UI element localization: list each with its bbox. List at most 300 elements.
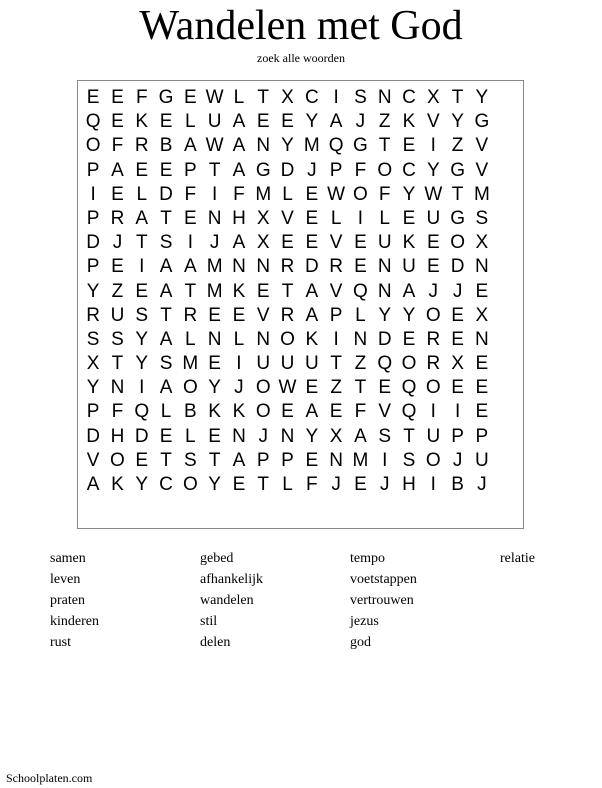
grid-letter[interactable]: S — [475, 207, 489, 229]
grid-letter[interactable]: O — [450, 232, 465, 254]
grid-letter[interactable]: X — [329, 425, 343, 447]
grid-letter[interactable]: U — [402, 256, 416, 278]
grid-letter[interactable]: A — [305, 401, 319, 423]
grid-letter[interactable]: K — [208, 401, 221, 423]
grid-letter[interactable]: E — [475, 353, 489, 375]
grid-letter[interactable]: F — [135, 87, 148, 108]
grid-letter[interactable]: D — [450, 256, 465, 278]
grid-letter[interactable]: A — [159, 256, 173, 278]
grid-letter[interactable]: I — [430, 474, 436, 495]
grid-letter[interactable]: J — [355, 111, 366, 133]
grid-letter[interactable]: E — [378, 377, 392, 399]
grid-letter[interactable]: I — [430, 135, 436, 157]
grid-letter[interactable]: N — [280, 425, 295, 447]
grid-letter[interactable]: A — [159, 328, 173, 350]
grid-letter[interactable]: D — [86, 232, 101, 254]
grid-letter[interactable]: E — [305, 449, 319, 471]
grid-letter[interactable]: Z — [330, 377, 342, 399]
grid-letter[interactable]: R — [110, 207, 125, 229]
grid-letter[interactable]: Y — [475, 87, 489, 108]
grid-letter[interactable]: U — [207, 111, 222, 133]
grid-letter[interactable]: V — [256, 304, 270, 326]
grid-letter[interactable]: D — [159, 183, 173, 205]
grid-letter[interactable]: J — [234, 377, 244, 399]
grid-letter[interactable]: Y — [281, 135, 294, 157]
grid-letter[interactable]: T — [160, 304, 172, 326]
grid-letter[interactable]: N — [232, 256, 246, 278]
grid-letter[interactable]: X — [451, 353, 464, 375]
grid-letter[interactable]: J — [331, 474, 341, 495]
grid-letter[interactable]: T — [111, 353, 124, 375]
grid-letter[interactable]: W — [205, 135, 224, 157]
grid-letter[interactable]: K — [305, 328, 319, 350]
grid-letter[interactable]: T — [135, 232, 148, 254]
grid-letter[interactable]: E — [159, 111, 173, 133]
grid-letter[interactable]: T — [451, 183, 464, 205]
grid-letter[interactable]: S — [111, 328, 124, 350]
grid-letter[interactable]: A — [159, 377, 173, 399]
grid-letter[interactable]: V — [475, 159, 489, 181]
grid-letter[interactable]: O — [255, 401, 271, 423]
grid-letter[interactable]: R — [426, 353, 441, 375]
grid-letter[interactable]: B — [183, 401, 197, 423]
grid-letter[interactable]: Y — [426, 159, 440, 181]
grid-letter[interactable]: J — [379, 474, 390, 495]
grid-letter[interactable]: S — [159, 232, 173, 254]
grid-letter[interactable]: S — [135, 304, 149, 326]
grid-letter[interactable]: E — [451, 304, 464, 326]
grid-letter[interactable]: Y — [208, 377, 221, 399]
grid-letter[interactable]: O — [353, 183, 368, 205]
grid-letter[interactable]: E — [111, 111, 124, 133]
grid-letter[interactable]: Y — [378, 304, 392, 326]
grid-letter[interactable]: N — [110, 377, 125, 399]
grid-letter[interactable]: P — [183, 159, 197, 181]
grid-letter[interactable]: F — [184, 183, 197, 205]
grid-letter[interactable]: E — [159, 159, 173, 181]
grid-letter[interactable]: I — [333, 87, 339, 108]
grid-letter[interactable]: E — [451, 377, 464, 399]
grid-letter[interactable]: L — [136, 183, 148, 205]
grid-letter[interactable]: U — [110, 304, 125, 326]
grid-letter[interactable]: Q — [134, 401, 150, 423]
grid-letter[interactable]: R — [280, 256, 295, 278]
grid-letter[interactable]: N — [256, 328, 271, 350]
grid-letter[interactable]: R — [183, 304, 198, 326]
grid-letter[interactable]: I — [211, 183, 218, 205]
grid-letter[interactable]: N — [329, 449, 343, 471]
grid-letter[interactable]: I — [90, 183, 96, 205]
grid-letter[interactable]: T — [281, 280, 294, 302]
grid-letter[interactable]: N — [475, 328, 489, 350]
grid-letter[interactable]: I — [333, 328, 339, 350]
grid-letter[interactable]: R — [134, 135, 149, 157]
grid-letter[interactable]: I — [454, 401, 461, 423]
grid-letter[interactable]: T — [330, 353, 342, 375]
grid-letter[interactable]: S — [159, 353, 173, 375]
grid-letter[interactable]: I — [382, 449, 388, 471]
word-item: stil — [200, 614, 218, 629]
grid-letter[interactable]: O — [425, 449, 441, 471]
grid-letter[interactable]: E — [354, 232, 367, 254]
grid-letter[interactable]: A — [232, 159, 246, 181]
grid-letter[interactable]: N — [377, 280, 392, 302]
grid-letter[interactable]: F — [354, 159, 367, 181]
grid-letter[interactable]: Y — [305, 111, 319, 133]
grid-letter[interactable]: A — [232, 232, 246, 254]
grid-letter[interactable]: R — [280, 304, 295, 326]
grid-letter[interactable]: Y — [135, 328, 149, 350]
grid-letter[interactable]: W — [327, 183, 346, 205]
grid-letter[interactable]: F — [354, 401, 367, 423]
grid-letter[interactable]: L — [160, 401, 172, 423]
grid-letter[interactable]: Z — [111, 280, 124, 302]
grid-letter[interactable]: J — [428, 280, 439, 302]
grid-letter[interactable]: E — [281, 401, 294, 423]
grid-letter[interactable]: E — [451, 328, 464, 350]
grid-letter[interactable]: M — [255, 183, 272, 205]
grid-letter[interactable]: T — [208, 449, 221, 471]
footer-source: Schoolplaten.com — [6, 771, 93, 785]
grid-letter[interactable]: M — [206, 280, 223, 302]
grid-letter[interactable]: J — [452, 280, 463, 302]
grid-letter[interactable]: M — [303, 135, 320, 157]
grid-letter[interactable]: O — [85, 135, 101, 157]
grid-letter[interactable]: S — [183, 449, 197, 471]
grid-letter[interactable]: H — [402, 474, 416, 495]
grid-letter[interactable]: A — [305, 280, 319, 302]
grid-letter[interactable]: A — [159, 280, 173, 302]
grid-letter[interactable]: P — [329, 304, 343, 326]
grid-letter[interactable]: E — [183, 87, 197, 108]
grid-letter[interactable]: F — [306, 474, 318, 495]
grid-letter[interactable]: H — [232, 207, 246, 229]
grid-letter[interactable]: J — [452, 449, 463, 471]
word-item: praten — [50, 593, 85, 608]
grid-letter[interactable]: X — [86, 353, 100, 375]
grid-letter[interactable]: E — [402, 328, 416, 350]
grid-letter[interactable]: V — [329, 232, 343, 254]
grid-letter[interactable]: L — [185, 111, 196, 133]
grid-letter[interactable]: C — [402, 159, 416, 181]
grid-letter[interactable]: N — [377, 87, 392, 108]
grid-letter[interactable]: B — [159, 135, 173, 157]
grid-letter[interactable]: J — [209, 232, 220, 254]
grid-letter[interactable]: S — [378, 425, 392, 447]
grid-letter[interactable]: E — [208, 425, 221, 447]
grid-letter[interactable]: E — [402, 207, 416, 229]
grid-letter[interactable]: E — [111, 183, 124, 205]
grid-letter[interactable]: A — [354, 425, 367, 447]
grid-letter[interactable]: Y — [402, 183, 416, 205]
grid-letter[interactable]: A — [86, 474, 100, 495]
grid-letter[interactable]: X — [426, 87, 440, 108]
grid-letter[interactable]: N — [377, 256, 392, 278]
grid-letter[interactable]: F — [233, 183, 245, 205]
grid-letter[interactable]: U — [426, 207, 441, 229]
grid-letter[interactable]: A — [183, 135, 197, 157]
grid-letter[interactable]: L — [282, 474, 293, 495]
grid-letter[interactable]: F — [111, 401, 124, 423]
grid-letter[interactable]: J — [258, 425, 268, 447]
word-item: afhankelijk — [200, 572, 263, 587]
grid-letter[interactable]: V — [475, 135, 489, 157]
grid-letter[interactable]: V — [281, 207, 294, 229]
grid-letter[interactable]: X — [256, 232, 270, 254]
grid-letter[interactable]: E — [329, 401, 343, 423]
grid-letter[interactable]: O — [255, 377, 271, 399]
grid-letter[interactable]: I — [187, 232, 193, 254]
grid-letter[interactable]: O — [182, 377, 198, 399]
grid-letter[interactable]: Y — [86, 377, 100, 399]
grid-letter[interactable]: V — [426, 111, 440, 133]
grid-letter[interactable]: L — [355, 304, 366, 326]
grid-letter[interactable]: G — [450, 159, 465, 181]
word-item: tempo — [350, 551, 385, 566]
grid-letter[interactable]: X — [475, 304, 489, 326]
grid-letter[interactable]: X — [281, 87, 294, 108]
grid-letter[interactable]: R — [329, 256, 343, 278]
grid-letter[interactable]: N — [353, 328, 368, 350]
grid-letter[interactable]: K — [402, 111, 416, 133]
grid-letter[interactable]: E — [305, 232, 319, 254]
grid-letter[interactable]: V — [378, 401, 392, 423]
grid-letter[interactable]: U — [426, 425, 441, 447]
grid-letter[interactable]: Y — [208, 474, 221, 495]
grid-letter[interactable]: P — [86, 401, 100, 423]
grid-letter[interactable]: E — [475, 280, 489, 302]
grid-letter[interactable]: U — [256, 353, 271, 375]
grid-letter[interactable]: L — [185, 425, 196, 447]
grid-letter[interactable]: A — [232, 111, 246, 133]
grid-letter[interactable]: O — [425, 304, 441, 326]
grid-letter[interactable]: B — [451, 474, 464, 495]
grid-letter[interactable]: S — [86, 328, 100, 350]
grid-letter[interactable]: N — [207, 207, 222, 229]
grid-letter[interactable]: N — [475, 256, 489, 278]
grid-letter[interactable]: Q — [377, 353, 393, 375]
word-item: kinderen — [50, 614, 99, 629]
grid-letter[interactable]: V — [86, 449, 100, 471]
grid-letter[interactable]: E — [135, 449, 149, 471]
grid-letter[interactable]: Z — [354, 353, 367, 375]
grid-letter[interactable]: D — [304, 256, 319, 278]
grid-letter[interactable]: G — [158, 87, 174, 108]
grid-letter[interactable]: Y — [451, 111, 464, 133]
grid-letter[interactable]: D — [280, 159, 295, 181]
grid-letter[interactable]: N — [256, 135, 271, 157]
grid-letter[interactable]: F — [378, 183, 391, 205]
grid-letter[interactable]: M — [182, 353, 199, 375]
grid-letter[interactable]: P — [281, 449, 294, 471]
grid-letter[interactable]: A — [402, 280, 416, 302]
grid-letter[interactable]: E — [232, 474, 246, 495]
grid-letter[interactable]: Q — [401, 377, 417, 399]
grid-letter[interactable]: D — [86, 425, 101, 447]
grid-letter[interactable]: Z — [378, 111, 391, 133]
grid-letter[interactable]: R — [426, 328, 441, 350]
grid-letter[interactable]: M — [473, 183, 490, 205]
grid-letter[interactable]: F — [111, 135, 124, 157]
grid-letter[interactable]: J — [477, 474, 487, 495]
grid-letter[interactable]: K — [402, 232, 416, 254]
grid-letter[interactable]: A — [232, 449, 246, 471]
grid-letter[interactable]: W — [424, 183, 443, 205]
grid-letter[interactable]: T — [208, 159, 221, 181]
grid-letter[interactable]: D — [134, 425, 149, 447]
grid-letter[interactable]: T — [378, 135, 391, 157]
grid-letter[interactable]: A — [183, 256, 197, 278]
grid-letter[interactable]: O — [377, 159, 393, 181]
grid-letter[interactable]: E — [135, 280, 149, 302]
grid-letter[interactable]: L — [233, 87, 245, 108]
grid-letter[interactable]: E — [208, 353, 221, 375]
grid-letter[interactable]: G — [450, 207, 465, 229]
grid-letter[interactable]: A — [111, 159, 124, 181]
page-subtitle: zoek alle woorden — [257, 51, 345, 65]
grid-letter[interactable]: E — [305, 207, 319, 229]
grid-letter[interactable]: T — [184, 280, 197, 302]
word-search-grid-frame — [77, 80, 524, 529]
grid-letter[interactable]: G — [255, 159, 271, 181]
grid-letter[interactable]: L — [330, 207, 342, 229]
grid-letter[interactable]: T — [354, 377, 367, 399]
grid-letter[interactable]: G — [474, 111, 490, 133]
grid-letter[interactable]: I — [430, 401, 436, 423]
grid-letter[interactable]: T — [160, 449, 172, 471]
grid-letter[interactable]: E — [402, 135, 416, 157]
grid-letter[interactable]: O — [182, 474, 198, 495]
grid-letter[interactable]: W — [278, 377, 297, 399]
grid-letter[interactable]: C — [402, 87, 416, 108]
grid-letter[interactable]: P — [451, 425, 464, 447]
grid-letter[interactable]: P — [329, 159, 343, 181]
grid-letter[interactable]: C — [159, 474, 173, 495]
grid-letter[interactable]: J — [112, 232, 123, 254]
grid-letter[interactable]: P — [256, 449, 270, 471]
grid-letter[interactable]: K — [135, 111, 149, 133]
grid-letter[interactable]: A — [329, 111, 343, 133]
grid-letter[interactable]: A — [135, 207, 149, 229]
grid-letter[interactable]: X — [256, 207, 270, 229]
grid-letter[interactable]: E — [475, 401, 489, 423]
grid-letter[interactable]: E — [256, 280, 270, 302]
word-column — [200, 548, 263, 653]
grid-letter[interactable]: X — [475, 232, 489, 254]
grid-letter[interactable]: M — [206, 256, 223, 278]
grid-letter[interactable]: Y — [305, 425, 319, 447]
grid-letter[interactable]: P — [86, 159, 100, 181]
grid-letter[interactable]: Q — [401, 401, 417, 423]
grid-letter[interactable]: E — [305, 377, 319, 399]
grid-letter[interactable]: E — [256, 111, 270, 133]
grid-letter[interactable]: O — [110, 449, 125, 471]
grid-letter[interactable]: N — [256, 256, 271, 278]
grid-letter[interactable]: P — [86, 256, 100, 278]
grid-letter[interactable]: Y — [135, 474, 149, 495]
grid-letter[interactable]: E — [86, 87, 100, 108]
grid-letter[interactable]: E — [354, 256, 367, 278]
grid-letter[interactable]: T — [403, 425, 415, 447]
grid-letter[interactable]: K — [232, 280, 246, 302]
grid-letter[interactable]: E — [159, 425, 173, 447]
grid-letter[interactable]: I — [236, 353, 242, 375]
grid-letter[interactable]: T — [257, 87, 270, 108]
grid-letter[interactable]: Z — [451, 135, 464, 157]
grid-letter[interactable]: S — [402, 449, 416, 471]
grid-letter[interactable]: U — [377, 232, 392, 254]
grid-letter[interactable]: E — [305, 183, 319, 205]
grid-letter[interactable]: E — [111, 87, 124, 108]
grid-letter[interactable]: I — [139, 256, 145, 278]
grid-letter[interactable]: E — [426, 232, 440, 254]
word-item: samen — [50, 551, 86, 566]
grid-letter[interactable]: Y — [402, 304, 416, 326]
grid-letter[interactable]: T — [451, 87, 464, 108]
grid-letter[interactable]: O — [280, 328, 295, 350]
grid-letter[interactable]: O — [425, 377, 441, 399]
grid-letter[interactable]: N — [207, 328, 222, 350]
grid-letter[interactable]: U — [304, 353, 319, 375]
grid-letter[interactable]: J — [307, 159, 317, 181]
grid-letter[interactable]: L — [379, 207, 390, 229]
grid-letter[interactable]: G — [353, 135, 368, 157]
grid-letter[interactable]: O — [401, 353, 417, 375]
grid-letter[interactable]: I — [357, 207, 364, 229]
grid-letter[interactable]: S — [354, 87, 367, 108]
grid-letter[interactable]: E — [208, 304, 221, 326]
grid-letter[interactable]: L — [185, 328, 196, 350]
grid-letter[interactable]: E — [111, 256, 124, 278]
grid-letter[interactable]: N — [232, 425, 246, 447]
grid-letter[interactable]: Q — [353, 280, 368, 302]
grid-letter[interactable]: U — [280, 353, 295, 375]
grid-letter[interactable]: E — [281, 111, 294, 133]
grid-letter[interactable]: K — [111, 474, 124, 495]
grid-letter[interactable]: Y — [135, 353, 149, 375]
grid-letter[interactable]: E — [232, 304, 246, 326]
grid-letter[interactable]: T — [160, 207, 172, 229]
grid-letter[interactable]: K — [232, 401, 246, 423]
word-item: jezus — [350, 614, 379, 629]
grid-letter[interactable]: Y — [86, 280, 100, 302]
grid-letter[interactable]: M — [352, 449, 369, 471]
grid-letter[interactable]: E — [475, 377, 489, 399]
grid-letter[interactable]: E — [281, 232, 294, 254]
grid-letter[interactable]: E — [426, 256, 440, 278]
grid-letter[interactable]: L — [282, 183, 293, 205]
grid-letter[interactable]: E — [135, 159, 149, 181]
grid-letter[interactable]: D — [377, 328, 392, 350]
grid-letter[interactable]: L — [233, 328, 245, 350]
grid-letter[interactable]: H — [110, 425, 125, 447]
grid-letter[interactable]: Q — [328, 135, 344, 157]
grid-letter[interactable]: Q — [85, 111, 101, 133]
grid-letter[interactable]: W — [205, 87, 224, 108]
grid-letter[interactable]: U — [475, 449, 489, 471]
grid-letter[interactable]: V — [329, 280, 343, 302]
grid-letter[interactable]: P — [86, 207, 100, 229]
grid-letter[interactable]: E — [354, 474, 367, 495]
grid-letter[interactable]: P — [475, 425, 489, 447]
grid-letter[interactable]: I — [139, 377, 145, 399]
grid-letter[interactable]: C — [304, 87, 319, 108]
grid-letter[interactable]: R — [86, 304, 101, 326]
grid-letter[interactable]: E — [183, 207, 197, 229]
grid-letter[interactable]: A — [232, 135, 246, 157]
grid-letter[interactable]: T — [257, 474, 270, 495]
grid-letter[interactable]: A — [305, 304, 319, 326]
